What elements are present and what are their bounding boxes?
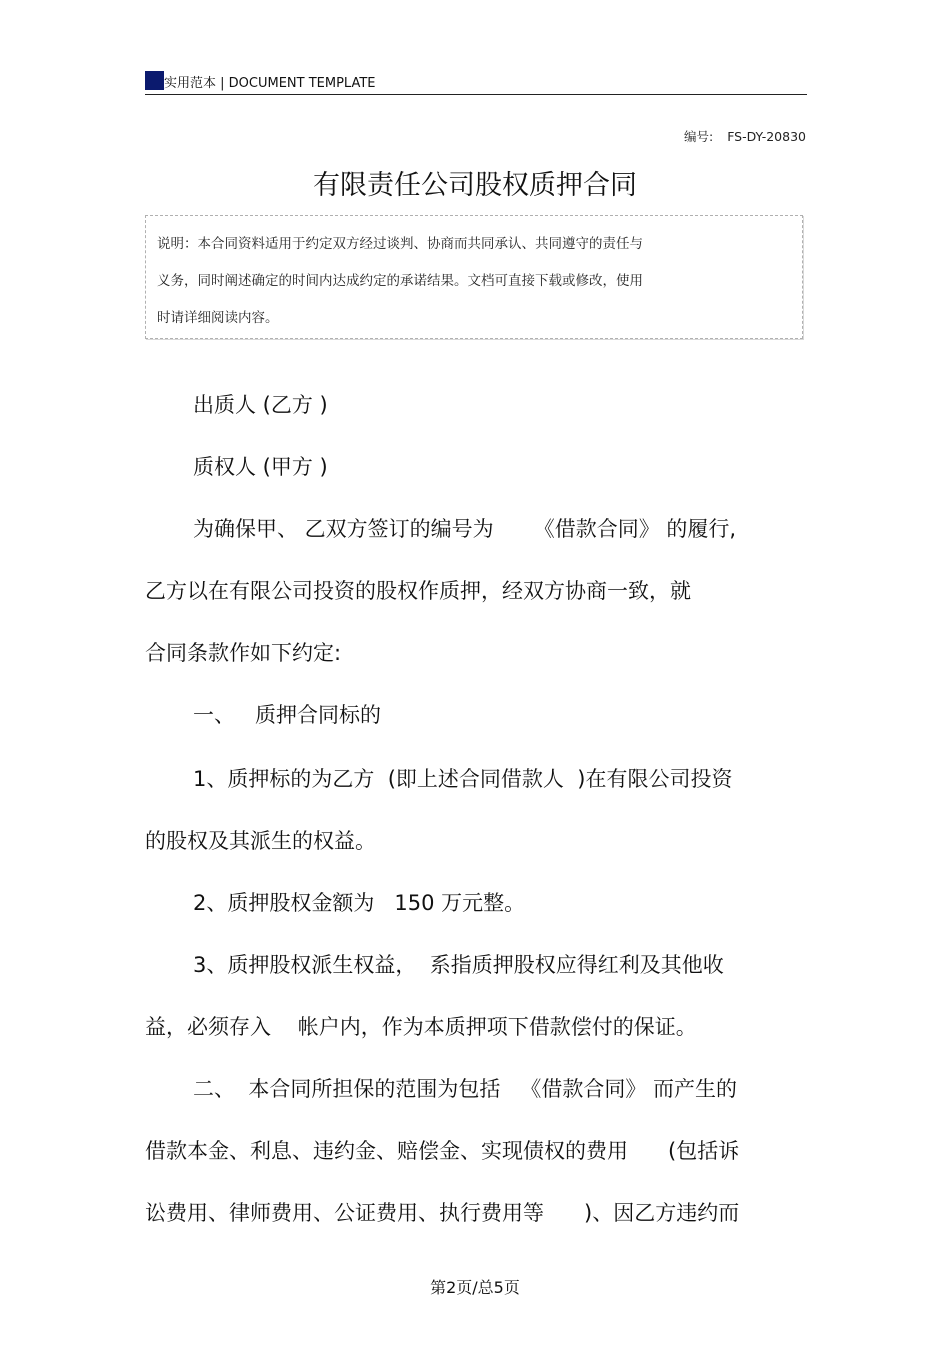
body-paragraph-line: 乙方以在有限公司投资的股权作质押，经双方协商一致，就 bbox=[145, 579, 691, 603]
body-paragraph-line: 3、质押股权派生权益， 系指质押股权应得红利及其他收 bbox=[193, 953, 724, 977]
pledgor-line: 出质人 (乙方 ) bbox=[193, 393, 328, 417]
document-number-label: 编号: bbox=[683, 129, 714, 144]
template-logo-icon bbox=[145, 71, 164, 90]
description-line: 义务，同时阐述确定的时间内达成约定的承诺结果。文档可直接下载或修改，使用 bbox=[157, 273, 643, 289]
body-paragraph-line: 讼费用、律师费用、公证费用、执行费用等 )、因乙方违约而 bbox=[145, 1201, 740, 1225]
section-heading: 一、 质押合同标的 bbox=[193, 703, 382, 727]
description-box bbox=[145, 215, 803, 339]
description-line: 说明：本合同资料适用于约定双方经过谈判、协商而共同承认、共同遵守的责任与 bbox=[157, 236, 643, 252]
body-paragraph-line: 合同条款作如下约定: bbox=[145, 641, 342, 665]
document-title: 有限责任公司股权质押合同 bbox=[313, 170, 637, 201]
body-paragraph-line: 借款本金、利息、违约金、赔偿金、实现债权的费用 (包括诉 bbox=[145, 1139, 740, 1163]
document-number-value: FS-DY-20830 bbox=[727, 129, 806, 144]
body-paragraph-line: 为确保甲、 乙双方签订的编号为 《借款合同》 的履行, bbox=[193, 517, 737, 541]
body-paragraph-line: 2、质押股权金额为 150 万元整。 bbox=[193, 891, 526, 915]
header-title: 实用范本 | DOCUMENT TEMPLATE bbox=[164, 76, 376, 91]
body-paragraph-line: 1、质押标的为乙方 (即上述合同借款人 )在有限公司投资 bbox=[193, 767, 733, 791]
page-header bbox=[145, 70, 807, 95]
page-indicator: 第2页/总5页 bbox=[430, 1278, 520, 1297]
pledgee-line: 质权人 (甲方 ) bbox=[193, 455, 328, 479]
body-paragraph-line: 益，必须存入 帐户内，作为本质押项下借款偿付的保证。 bbox=[145, 1015, 697, 1039]
description-line: 时请详细阅读内容。 bbox=[157, 310, 279, 326]
document-number bbox=[684, 127, 806, 145]
section-heading: 二、 本合同所担保的范围为包括 《借款合同》 而产生的 bbox=[193, 1077, 738, 1101]
body-paragraph-line: 的股权及其派生的权益。 bbox=[145, 829, 376, 853]
